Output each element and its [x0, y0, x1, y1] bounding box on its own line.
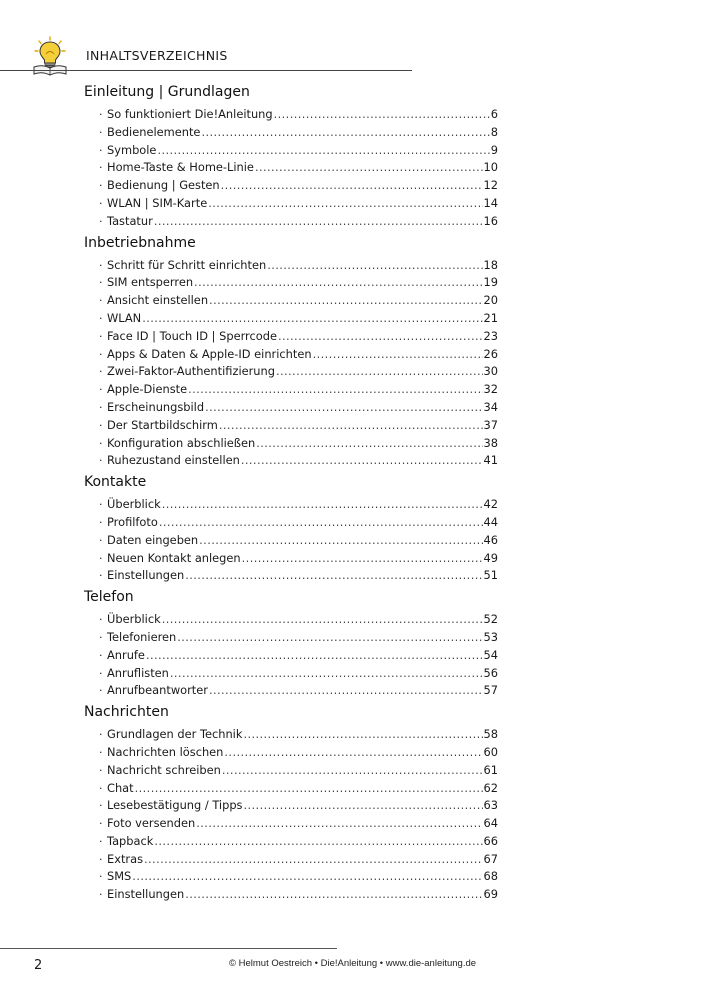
entry-label: Erscheinungsbild	[107, 399, 205, 414]
section-title: Nachrichten	[84, 704, 169, 721]
entry-label: Anrufe	[107, 647, 145, 662]
toc-entry[interactable]	[84, 550, 504, 568]
entry-page-number: 57	[483, 683, 498, 698]
dot-leader	[142, 310, 482, 328]
dot-leader	[132, 868, 482, 886]
table-of-contents	[84, 80, 504, 904]
entry-page-number: 19	[483, 275, 498, 290]
entry-page-number: 38	[483, 435, 498, 450]
entry-page-number: 20	[483, 293, 498, 308]
toc-entry[interactable]	[84, 868, 504, 886]
page-number: 2	[34, 958, 43, 973]
entry-label: Der Startbildschirm	[107, 417, 218, 432]
dot-leader	[241, 452, 483, 470]
entry-page-number: 63	[483, 798, 498, 813]
toc-entry[interactable]	[84, 682, 504, 700]
entry-label: Einstellungen	[107, 568, 185, 583]
bullet-mark: ·	[99, 311, 103, 325]
toc-entry[interactable]	[84, 106, 504, 124]
toc-section	[84, 82, 504, 231]
bullet-mark: ·	[99, 143, 103, 157]
toc-entry[interactable]	[84, 833, 504, 851]
entry-label: Profilfoto	[107, 514, 158, 529]
entry-label: Bedienung | Gesten	[107, 178, 220, 193]
toc-entry[interactable]	[84, 274, 504, 292]
entry-page-number: 23	[483, 328, 498, 343]
toc-entry[interactable]	[84, 532, 504, 550]
entry-page-number: 14	[483, 195, 498, 210]
dot-leader	[313, 346, 483, 364]
entry-label: SIM entsperren	[107, 275, 194, 290]
entry-page-number: 51	[483, 568, 498, 583]
dot-leader	[255, 159, 483, 177]
bullet-mark: ·	[99, 365, 103, 379]
bullet-mark: ·	[99, 799, 103, 813]
dot-leader	[256, 435, 482, 453]
bullet-mark: ·	[99, 258, 103, 272]
entry-label: Home-Taste & Home-Linie	[107, 160, 254, 175]
entry-label: Einstellungen	[107, 887, 185, 902]
toc-entry[interactable]	[84, 292, 504, 310]
toc-entry[interactable]	[84, 399, 504, 417]
bullet-mark: ·	[99, 161, 103, 175]
entry-label: SMS	[107, 869, 132, 884]
dot-leader	[209, 682, 483, 700]
toc-entry[interactable]	[84, 159, 504, 177]
toc-entry[interactable]	[84, 257, 504, 275]
entry-label: Daten eingeben	[107, 532, 199, 547]
entry-page-number: 41	[483, 453, 498, 468]
toc-entry[interactable]	[84, 496, 504, 514]
dot-leader	[244, 797, 483, 815]
entry-list	[84, 608, 504, 700]
bullet-mark: ·	[99, 454, 103, 468]
dot-leader	[162, 611, 483, 629]
bullet-mark: ·	[99, 329, 103, 343]
entry-page-number: 64	[483, 816, 498, 831]
bullet-mark: ·	[99, 515, 103, 529]
toc-entry[interactable]	[84, 762, 504, 780]
toc-entry[interactable]	[84, 815, 504, 833]
toc-entry[interactable]	[84, 346, 504, 364]
entry-page-number: 54	[483, 647, 498, 662]
toc-section	[84, 472, 504, 585]
dot-leader	[209, 292, 482, 310]
entry-page-number: 6	[490, 107, 498, 121]
bullet-mark: ·	[99, 108, 103, 121]
entry-label: Apps & Daten & Apple-ID einrichten	[107, 346, 312, 361]
dot-leader	[242, 550, 483, 568]
entry-page-number: 12	[483, 178, 498, 193]
entry-page-number: 32	[483, 382, 498, 397]
entry-label: WLAN	[107, 310, 142, 325]
bullet-mark: ·	[99, 569, 103, 583]
bullet-mark: ·	[99, 745, 103, 759]
section-title: Telefon	[84, 589, 134, 606]
section-title: Inbetriebnahme	[84, 234, 196, 251]
toc-entry[interactable]	[84, 726, 504, 744]
entry-page-number: 53	[483, 629, 498, 644]
header-divider	[0, 70, 412, 71]
toc-entry[interactable]	[84, 744, 504, 762]
bullet-mark: ·	[99, 533, 103, 547]
toc-entry[interactable]	[84, 417, 504, 435]
entry-page-number: 60	[483, 744, 498, 759]
bullet-mark: ·	[99, 834, 103, 848]
toc-entry[interactable]	[84, 665, 504, 683]
entry-page-number: 9	[490, 142, 498, 157]
bullet-mark: ·	[99, 613, 103, 627]
entry-page-number: 58	[483, 727, 498, 742]
toc-entry[interactable]	[84, 514, 504, 532]
bullet-mark: ·	[99, 551, 103, 565]
toc-entry[interactable]	[84, 611, 504, 629]
entry-page-number: 52	[483, 612, 498, 627]
bullet-mark: ·	[99, 870, 103, 884]
entry-label: Ansicht einstellen	[107, 293, 209, 308]
toc-entry[interactable]	[84, 797, 504, 815]
section-title: Kontakte	[84, 474, 147, 491]
entry-page-number: 56	[483, 665, 498, 680]
bullet-mark: ·	[99, 888, 103, 902]
dot-leader	[188, 381, 482, 399]
dot-leader	[219, 417, 483, 435]
entry-page-number: 34	[483, 399, 498, 414]
dot-leader	[154, 833, 482, 851]
dot-leader	[278, 328, 483, 346]
dot-leader	[154, 213, 483, 231]
bullet-mark: ·	[99, 347, 103, 361]
entry-label: Foto versenden	[107, 816, 196, 831]
dot-leader	[274, 106, 490, 124]
entry-page-number: 37	[483, 417, 498, 432]
entry-page-number: 18	[483, 257, 498, 272]
entry-page-number: 21	[483, 310, 498, 325]
dot-leader	[159, 514, 483, 532]
bullet-mark: ·	[99, 418, 103, 432]
entry-label: Chat	[107, 780, 134, 795]
bullet-mark: ·	[99, 728, 103, 742]
dot-leader	[205, 399, 482, 417]
dot-leader	[208, 195, 482, 213]
entry-label: Tapback	[107, 833, 154, 848]
toc-entry[interactable]	[84, 647, 504, 665]
bullet-mark: ·	[99, 684, 103, 698]
toc-entry[interactable]	[84, 886, 504, 904]
dot-leader	[170, 665, 483, 683]
footer-copyright: © Helmut Oestreich • Die!Anleitung • www.die-anleitung.de	[229, 958, 477, 969]
bullet-mark: ·	[99, 436, 103, 450]
entry-label: Schritt für Schritt einrichten	[107, 257, 267, 272]
bullet-mark: ·	[99, 196, 103, 210]
entry-page-number: 66	[483, 833, 498, 848]
bullet-mark: ·	[99, 817, 103, 831]
entry-page-number: 61	[483, 762, 498, 777]
entry-label: Ruhezustand einstellen	[107, 453, 240, 468]
entry-label: Anruflisten	[107, 665, 169, 680]
toc-entry[interactable]	[84, 629, 504, 647]
entry-label: Telefonieren	[107, 629, 177, 644]
entry-page-number: 67	[483, 851, 498, 866]
dot-leader	[201, 124, 489, 142]
entry-label: Symbole	[107, 142, 157, 157]
dot-leader	[146, 647, 483, 665]
bullet-mark: ·	[99, 276, 103, 290]
bullet-mark: ·	[99, 498, 103, 512]
entry-label: Lesebestätigung / Tipps	[107, 798, 243, 813]
entry-page-number: 26	[483, 346, 498, 361]
dot-leader	[243, 726, 482, 744]
toc-entry[interactable]	[84, 142, 504, 160]
dot-leader	[199, 532, 482, 550]
entry-label: Extras	[107, 851, 144, 866]
toc-entry[interactable]	[84, 780, 504, 798]
bullet-mark: ·	[99, 763, 103, 777]
bullet-mark: ·	[99, 630, 103, 644]
toc-entry[interactable]	[84, 435, 504, 453]
dot-leader	[185, 886, 482, 904]
entry-page-number: 46	[483, 532, 498, 547]
toc-section	[84, 233, 504, 471]
dot-leader	[224, 744, 482, 762]
entry-list	[84, 723, 504, 904]
bullet-mark: ·	[99, 125, 103, 139]
entry-page-number: 49	[483, 550, 498, 565]
entry-page-number: 30	[483, 364, 498, 379]
entry-list	[84, 493, 504, 585]
footer-divider	[0, 948, 337, 949]
toc-section	[84, 587, 504, 700]
section-title: Einleitung | Grundlagen	[84, 84, 250, 100]
entry-label: Tastatur	[107, 213, 153, 228]
toc-entry[interactable]	[84, 310, 504, 328]
toc-section	[84, 702, 504, 904]
toc-entry[interactable]	[84, 452, 504, 470]
entry-page-number: 8	[490, 124, 498, 139]
entry-list	[84, 103, 504, 231]
entry-label: Überblick	[107, 497, 161, 512]
toc-entry[interactable]	[84, 213, 504, 231]
bullet-mark: ·	[99, 648, 103, 662]
bullet-mark: ·	[99, 400, 103, 414]
dot-leader	[177, 629, 482, 647]
dot-leader	[194, 274, 482, 292]
toc-entry[interactable]	[84, 381, 504, 399]
toc-entry[interactable]	[84, 124, 504, 142]
entry-label: Apple-Dienste	[107, 382, 188, 397]
entry-page-number: 16	[483, 213, 498, 228]
dot-leader	[267, 257, 482, 275]
entry-label: Überblick	[107, 612, 161, 627]
bullet-mark: ·	[99, 179, 103, 193]
entry-label: Zwei-Faktor-Authentifizierung	[107, 364, 275, 379]
dot-leader	[185, 567, 482, 585]
entry-label: Grundlagen der Technik	[107, 727, 243, 742]
toc-entry[interactable]	[84, 328, 504, 346]
entry-page-number: 44	[483, 514, 498, 529]
bullet-mark: ·	[99, 383, 103, 397]
entry-label: Anrufbeantworter	[107, 683, 208, 698]
entry-label: Face ID | Touch ID | Sperrcode	[107, 328, 277, 343]
entry-label: Nachricht schreiben	[107, 762, 221, 777]
dot-leader	[144, 851, 482, 869]
entry-page-number: 69	[483, 887, 498, 902]
bullet-mark: ·	[99, 781, 103, 795]
toc-entry[interactable]	[84, 363, 504, 381]
entry-label: Bedienelemente	[107, 124, 201, 139]
entry-page-number: 68	[483, 869, 498, 884]
dot-leader	[276, 363, 483, 381]
bullet-mark: ·	[99, 214, 103, 228]
entry-page-number: 62	[483, 780, 498, 795]
entry-label: Konfiguration abschließen	[107, 435, 256, 450]
dot-leader	[135, 780, 483, 798]
toc-entry[interactable]	[84, 195, 504, 213]
entry-page-number: 42	[483, 497, 498, 512]
entry-label: Nachrichten löschen	[107, 744, 224, 759]
entry-label: Neuen Kontakt anlegen	[107, 550, 241, 565]
entry-label: So funktioniert Die!Anleitung	[107, 107, 273, 121]
toc-entry[interactable]	[84, 177, 504, 195]
entry-list	[84, 254, 504, 471]
dot-leader	[196, 815, 482, 833]
toc-entry[interactable]	[84, 851, 504, 869]
bullet-mark: ·	[99, 666, 103, 680]
toc-entry[interactable]	[84, 567, 504, 585]
bullet-mark: ·	[99, 852, 103, 866]
dot-leader	[157, 142, 489, 160]
bullet-mark: ·	[99, 294, 103, 308]
dot-leader	[162, 496, 483, 514]
entry-page-number: 10	[483, 160, 498, 175]
entry-label: WLAN | SIM-Karte	[107, 195, 208, 210]
dot-leader	[222, 762, 483, 780]
page-title: INHALTSVERZEICHNIS	[86, 48, 228, 63]
page-header	[0, 36, 412, 74]
dot-leader	[221, 177, 483, 195]
